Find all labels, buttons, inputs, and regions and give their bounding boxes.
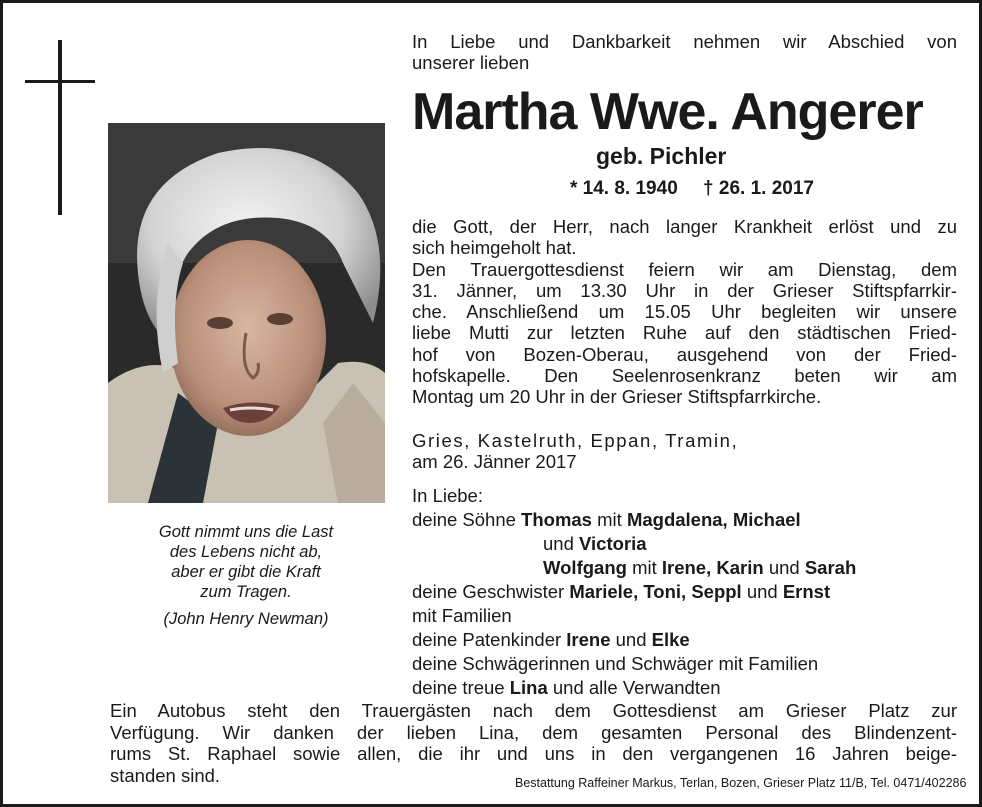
- body-line: die Gott, der Herr, nach langer Krankheit erlöst und zu: [412, 216, 957, 237]
- place-date: [412, 430, 957, 473]
- intro-line: In Liebe und Dankbarkeit nehmen wir Abschied von: [412, 31, 957, 52]
- body-line: Den Trauergottesdienst feiern wir am Dienstag, dem: [412, 258, 957, 280]
- family-row-son2: Wolfgang mit Irene, Karin und Sarah: [543, 557, 857, 578]
- intro-line: unserer lieben: [412, 52, 530, 74]
- family-row-godchildren: deine Patenkinder Irene und Elke: [412, 629, 690, 650]
- closing-line: Verfügung. Wir danken der lieben Lina, dem gesamten Personal des Blindenzent-: [110, 721, 957, 743]
- family-heading: In Liebe:: [412, 485, 483, 506]
- family-row-inlaws: deine Schwägerinnen und Schwäger mit Familien: [412, 653, 819, 674]
- quote-line: des Lebens nicht ab,: [169, 543, 323, 561]
- body-line: che. Anschließend um 15.05 Uhr begleiten wir unsere: [412, 301, 957, 323]
- closing-text: [110, 700, 957, 786]
- body-line: sich heimgeholt hat.: [412, 237, 577, 259]
- deceased-name: Martha Wwe. Angerer: [412, 83, 923, 141]
- body-line: hof von Bozen-Oberau, ausgehend von der Fried-: [412, 343, 957, 365]
- maiden-name: geb. Pichler: [596, 143, 727, 169]
- portrait-photo: [108, 123, 385, 503]
- funeral-home-credit: Bestattung Raffeiner Markus, Terlan, Bozen, Grieser Platz 11/B, Tel. 0471/402286: [515, 776, 967, 790]
- body-line: 31. Jänner, um 13.30 Uhr in der Grieser Stiftspfarrkir-: [412, 279, 957, 301]
- quote-author: (John Henry Newman): [163, 610, 329, 628]
- announcement-body: [412, 216, 957, 408]
- death-date: † 26. 1. 2017: [703, 178, 814, 199]
- quote-line: Gott nimmt uns die Last: [158, 523, 334, 541]
- date-line: am 26. Jänner 2017: [412, 451, 577, 473]
- birth-date: * 14. 8. 1940: [570, 178, 678, 199]
- family-row-sons: deine Söhne Thomas mit Magdalena, Michael: [412, 509, 801, 530]
- body-line: liebe Mutti zur letzten Ruhe auf den städtischen Fried-: [412, 322, 957, 344]
- body-line: Montag um 20 Uhr in der Grieser Stiftspfarrkirche.: [412, 386, 822, 408]
- closing-line: rums St. Raphael sowie allen, die ihr und uns in den vergangenen 16 Jahren beige-: [110, 743, 957, 764]
- family-list: [412, 484, 856, 700]
- family-row-loyal: deine treue Lina und alle Verwandten: [412, 677, 721, 698]
- family-row-sons-cont: und Victoria: [543, 533, 647, 554]
- quote-line: aber er gibt die Kraft: [171, 563, 321, 581]
- cross-bar: [25, 80, 95, 83]
- closing-line: Ein Autobus steht den Trauergästen nach dem Gottesdienst am Grieser Platz zur: [110, 700, 957, 721]
- life-dates: [570, 178, 834, 200]
- memorial-quote: [110, 522, 382, 629]
- place-line: Gries, Kastelruth, Eppan, Tramin,: [412, 430, 739, 451]
- closing-line: standen sind.: [110, 764, 221, 786]
- family-row-families: mit Familien: [412, 605, 512, 626]
- quote-line: zum Tragen.: [200, 583, 292, 601]
- family-row-siblings: deine Geschwister Mariele, Toni, Seppl und Ernst: [412, 581, 831, 602]
- cross-icon: [58, 40, 62, 215]
- intro-text: [412, 31, 957, 74]
- body-line: hofskapelle. Den Seelenrosenkranz beten wir am: [412, 365, 957, 387]
